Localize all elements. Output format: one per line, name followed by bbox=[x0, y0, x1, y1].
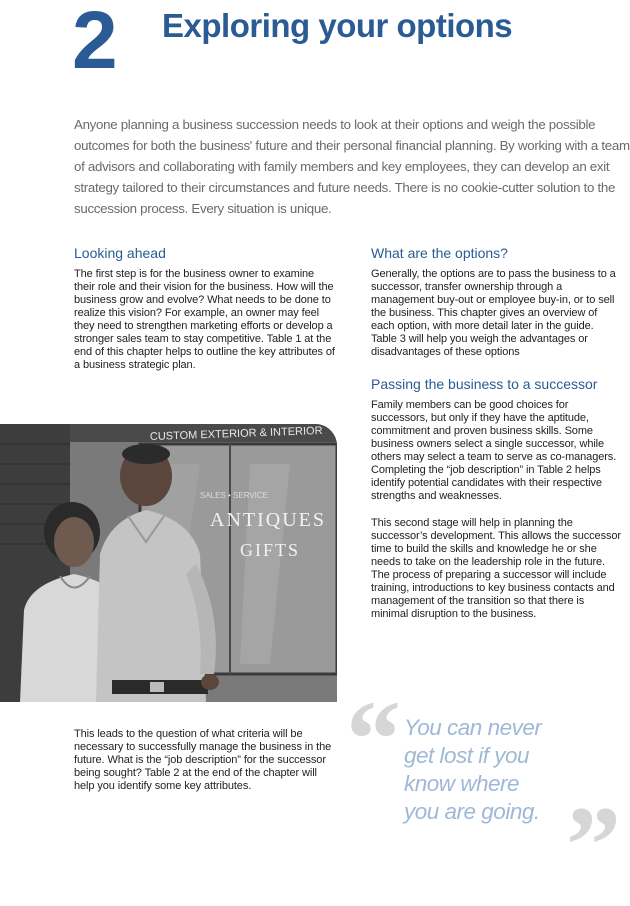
chapter-title: Exploring your options bbox=[162, 7, 513, 44]
left-column bbox=[74, 244, 336, 372]
sign-sales: SALES • SERVICE bbox=[200, 491, 269, 500]
intro-paragraph: Anyone planning a business succession needs to look at their options and weigh the possible outcomes for both the business' future and their personal financial planning. By working with a team of advisors and collaborating with family members and key employees, they can develop an exit strategy tailored to their circumstances and future needs. There is no cookie-cutter solution to the succession process. Every situation is unique. bbox=[74, 117, 630, 216]
pull-quote-line: get lost if you bbox=[404, 743, 530, 768]
pull-quote-line: You can never bbox=[404, 715, 542, 740]
options-body: Generally, the options are to pass the business to a successor, transfer ownership through a management buy-out or employee buy-in, or to sell the business. This chapter gives an overview of each option, with more detail later in the guide. Table 3 will help you weigh the advantages or disadvantages of these options bbox=[371, 268, 616, 358]
pull-quote-line: know where bbox=[404, 771, 520, 796]
quote-open-mark: “ bbox=[346, 678, 401, 800]
quote-close-mark: ” bbox=[566, 784, 621, 906]
passing-body-1: Family members can be good choices for successors, but only if they have the aptitude, commitment and proven business skills. Some business owners select a single successor, while others may select a team to serve as co-managers. Completing the “job description” in Table 2 helps identify potential candidates with their respective strengths and weaknesses. bbox=[371, 399, 617, 502]
looking-ahead-heading: Looking ahead bbox=[74, 245, 166, 261]
options-heading: What are the options? bbox=[371, 245, 508, 261]
looking-ahead-body: The first step is for the business owner to examine their role and their vision for the business. How will the business grow and evolve? What needs to be done to realize this vision? For example, an owner may feel they need to strengthen marketing efforts or develop a stronger sales team to stay competitive. Table 1 at the end of this chapter helps to outline the key attributes of a business strategic plan. bbox=[74, 268, 335, 371]
passing-body-2: This second stage will help in planning the successor’s development. This allows the successor time to build the skills and knowledge he or she needs to take on the leadership role in the future. The process of preparing a successor will include training, introductions to key business contacts and management of the transition so that there is minimal disruption to the business. bbox=[371, 517, 621, 620]
criteria-block bbox=[74, 728, 336, 793]
right-column bbox=[371, 244, 621, 621]
chapter-number: 2 bbox=[72, 0, 116, 86]
sign-custom: CUSTOM EXTERIOR & INTERIOR bbox=[149, 424, 323, 443]
sign-antiques: ANTIQUES bbox=[210, 509, 326, 531]
passing-heading: Passing the business to a successor bbox=[371, 376, 598, 392]
sign-gifts: GIFTS bbox=[240, 540, 301, 560]
couple-photo bbox=[0, 424, 337, 702]
criteria-body: This leads to the question of what criteria will be necessary to successfully manage the business in the future. What is the “job description” for the successor being sought? Table 2 at the end of the chapter will help you identify some key attributes. bbox=[74, 728, 332, 792]
pull-quote-line: you are going. bbox=[404, 799, 540, 824]
